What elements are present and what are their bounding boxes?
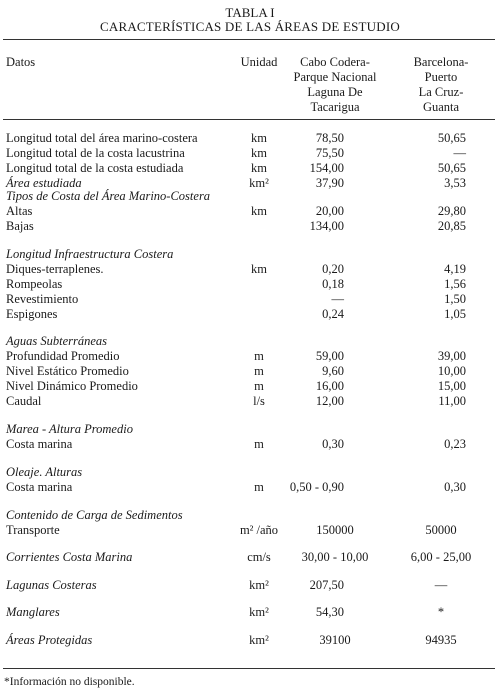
- row-value-col1: 207,50: [309, 578, 344, 592]
- header-col1-line1: Cabo Codera-: [300, 55, 370, 69]
- row-value-col2: 39,00: [437, 349, 466, 363]
- row-value-col1: 0,18: [322, 277, 344, 291]
- top-rule: [3, 39, 495, 40]
- row-value-col2: 0,23: [444, 437, 466, 451]
- row-value-col2: 1,05: [444, 307, 466, 321]
- section-heading: Contenido de Carga de Sedimentos: [6, 508, 183, 522]
- row-value-col2: 94935: [425, 633, 457, 647]
- row-value-col2: —: [453, 146, 466, 160]
- row-value-col1: —: [331, 292, 344, 306]
- row-unit: m: [254, 379, 264, 393]
- section-heading: Aguas Subterráneas: [6, 334, 108, 348]
- row-unit: km²: [249, 176, 269, 190]
- row-value-col1: 30,00 - 10,00: [301, 550, 369, 564]
- row-value-col1: 37,90: [315, 176, 344, 190]
- row-value-col1: 12,00: [315, 394, 344, 408]
- row-label: Caudal: [6, 394, 42, 408]
- row-unit: m² /año: [239, 523, 279, 537]
- bottom-rule: [3, 668, 495, 669]
- row-value-col2: 1,56: [444, 277, 466, 291]
- row-label: Nivel Estático Promedio: [6, 364, 129, 378]
- section-heading: Marea - Altura Promedio: [6, 422, 133, 436]
- row-label: Manglares: [6, 605, 60, 619]
- row-label: Área estudiada: [6, 176, 82, 190]
- row-value-col2: 3,53: [444, 176, 466, 190]
- header-unidad: Unidad: [240, 55, 278, 69]
- footnote: *Información no disponible.: [4, 676, 135, 688]
- row-label: Longitud total de la costa estudiada: [6, 161, 184, 175]
- row-label: Longitud total de la costa lacustrina: [6, 146, 185, 160]
- row-label: Costa marina: [6, 480, 73, 494]
- row-unit: km: [251, 262, 267, 276]
- row-value-col2: 1,50: [444, 292, 466, 306]
- header-col1-line4: Tacarigua: [310, 100, 360, 114]
- header-datos: Datos: [6, 55, 36, 69]
- row-unit: m: [254, 437, 264, 451]
- row-label: Nivel Dinámico Promedio: [6, 379, 138, 393]
- row-label: Bajas: [6, 219, 34, 233]
- row-value-col1: 134,00: [309, 219, 344, 233]
- row-unit: km²: [249, 633, 269, 647]
- row-value-col1: 16,00: [315, 379, 344, 393]
- row-value-col2: 0,30: [444, 480, 466, 494]
- row-value-col2: 11,00: [438, 394, 466, 408]
- row-unit: m: [254, 480, 264, 494]
- row-label: Rompeolas: [6, 277, 63, 291]
- row-value-col1: 0,30: [322, 437, 344, 451]
- row-label: Diques-terraplenes.: [6, 262, 104, 276]
- section-heading: Tipos de Costa del Área Marino-Costera: [6, 189, 211, 203]
- row-label: Profundidad Promedio: [6, 349, 120, 363]
- row-unit: m: [254, 364, 264, 378]
- row-value-col1: 75,50: [315, 146, 344, 160]
- row-value-col2: —: [434, 578, 448, 592]
- row-label: Altas: [6, 204, 33, 218]
- row-unit: km²: [249, 605, 269, 619]
- header-col1-line3: Laguna De: [307, 85, 363, 99]
- row-value-col2: 50000: [425, 523, 457, 537]
- row-label: Corrientes Costa Marina: [6, 550, 133, 564]
- row-unit: km: [251, 161, 267, 175]
- table-number: TABLA I: [225, 5, 275, 20]
- header-col2-line4: Guanta: [422, 100, 460, 114]
- table-title: CARACTERÍSTICAS DE LAS ÁREAS DE ESTUDIO: [100, 19, 400, 34]
- row-unit: km: [251, 131, 267, 145]
- row-value-col2: 20,85: [437, 219, 466, 233]
- row-value-col2: 15,00: [437, 379, 466, 393]
- row-value-col1: 0,20: [322, 262, 344, 276]
- row-value-col1: 78,50: [315, 131, 344, 145]
- row-value-col1: 20,00: [315, 204, 344, 218]
- row-value-col2: 29,80: [437, 204, 466, 218]
- row-unit: km: [251, 146, 267, 160]
- row-label: Costa marina: [6, 437, 73, 451]
- row-unit: km²: [249, 578, 269, 592]
- row-value-col2: 4,19: [444, 262, 466, 276]
- row-value-col1: 0,24: [322, 307, 344, 321]
- row-label: Lagunas Costeras: [6, 578, 97, 592]
- row-value-col1: 9,60: [322, 364, 344, 378]
- row-value-col1: 154,00: [309, 161, 344, 175]
- row-value-col1: 0,50 - 0,90: [289, 480, 344, 494]
- row-value-col1: 59,00: [315, 349, 344, 363]
- row-label: Transporte: [6, 523, 60, 537]
- section-heading: Longitud Infraestructura Costera: [6, 247, 174, 261]
- header-col1-line2: Parque Nacional: [293, 70, 377, 84]
- row-unit: cm/s: [247, 550, 271, 564]
- header-rule: [3, 119, 495, 120]
- row-label: Revestimiento: [6, 292, 79, 306]
- row-unit: m: [254, 349, 264, 363]
- row-value-col2: 10,00: [437, 364, 466, 378]
- row-value-col1: 54,30: [315, 605, 344, 619]
- row-value-col2: 50,65: [437, 161, 466, 175]
- header-col2-line1: Barcelona-: [413, 55, 469, 69]
- row-label: Áreas Protegidas: [6, 633, 93, 647]
- row-value-col1: 150000: [316, 523, 354, 537]
- row-unit: km: [251, 204, 267, 218]
- row-value-col2: 50,65: [437, 131, 466, 145]
- row-value-col2: *: [437, 605, 445, 619]
- section-heading: Oleaje. Alturas: [6, 465, 83, 479]
- header-col2-line3: La Cruz-: [418, 85, 464, 99]
- header-col2-line2: Puerto: [424, 70, 458, 84]
- row-value-col1: 39100: [319, 633, 351, 647]
- row-label: Longitud total del área marino-costera: [6, 131, 198, 145]
- row-value-col2: 6,00 - 25,00: [410, 550, 472, 564]
- row-label: Espigones: [6, 307, 58, 321]
- row-unit: l/s: [253, 394, 265, 408]
